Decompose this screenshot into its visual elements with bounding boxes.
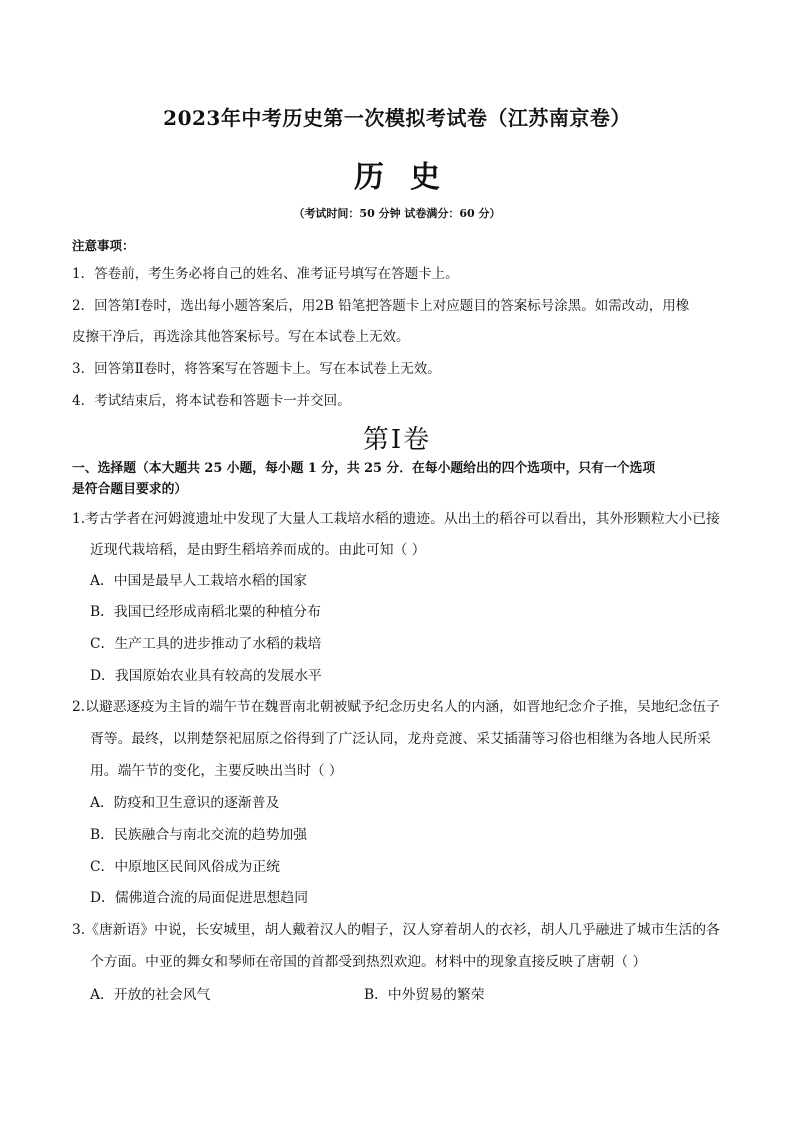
question-2-option-b: B．民族融合与南北交流的趋势加强 bbox=[90, 827, 308, 843]
question-3-option-b: B．中外贸易的繁荣 bbox=[364, 987, 485, 1003]
question-3-stem-continuation: 个方面。中亚的舞女和琴师在帝国的首都受到热烈欢迎。材料中的现象直接反映了唐朝（ ） bbox=[90, 954, 647, 970]
exam-time-note: （考试时间：50 分钟 试卷满分：60 分） bbox=[293, 207, 501, 220]
note-item: 1．答卷前，考生务必将自己的姓名、准考证号填写在答题卡上。 bbox=[72, 266, 459, 282]
question-2-stem: 2.以避恶逐疫为主旨的端午节在魏晋南北朝被赋予纪念历史名人的内涵，如晋地纪念介子推，吴地纪念伍子 bbox=[72, 699, 720, 715]
question-1-option-b: B．我国已经形成南稻北粟的种植分布 bbox=[90, 604, 321, 620]
notes-heading: 注意事项： bbox=[72, 238, 135, 253]
section-heading: 一、选择题（本大题共 25 小题，每小题 1 分，共 25 分．在每小题给出的四个选项中，只有一个选项 bbox=[72, 461, 656, 476]
question-2-stem-continuation: 胥等。最终，以荆楚祭祀屈原之俗得到了广泛认同，龙舟竞渡、采艾插蒲等习俗也相继为各地人民所采 bbox=[90, 731, 711, 747]
question-3-stem: 3.《唐新语》中说，长安城里，胡人戴着汉人的帽子，汉人穿着胡人的衣衫，胡人几乎融进了城市生活的各 bbox=[72, 922, 720, 938]
exam-title: 2023年中考历史第一次模拟考试卷（江苏南京卷） bbox=[163, 106, 631, 130]
question-1-option-c: C．生产工具的进步推动了水稻的栽培 bbox=[90, 636, 322, 652]
question-1-stem: 1.考古学者在河姆渡遗址中发现了大量人工栽培水稻的遗迹。从出土的稻谷可以看出，其外形颗粒大小已接 bbox=[72, 511, 720, 527]
question-2-option-a: A．防疫和卫生意识的逐渐普及 bbox=[90, 795, 280, 811]
question-3-option-a: A．开放的社会风气 bbox=[90, 987, 211, 1003]
section-heading-continuation: 是符合题目要求的） bbox=[72, 482, 188, 497]
note-item: 3．回答第Ⅱ卷时，将答案写在答题卡上。写在本试卷上无效。 bbox=[72, 361, 441, 377]
question-1-option-d: D．我国原始农业具有较高的发展水平 bbox=[90, 668, 322, 684]
question-2-stem-continuation: 用。端午节的变化，主要反映出当时（ ） bbox=[90, 763, 343, 779]
subject-title: 历史 bbox=[354, 160, 466, 195]
question-2-option-c: C．中原地区民间风俗成为正统 bbox=[90, 859, 280, 875]
volume-title: 第Ⅰ卷 bbox=[362, 425, 432, 455]
note-item: 2．回答第Ⅰ卷时，选出每小题答案后，用2B 铅笔把答题卡上对应题目的答案标号涂黑。如需改动，用橡 bbox=[72, 298, 690, 314]
note-item: 4．考试结束后，将本试卷和答题卡一并交回。 bbox=[72, 393, 351, 409]
note-item-continuation: 皮擦干净后，再选涂其他答案标号。写在本试卷上无效。 bbox=[72, 329, 410, 345]
question-2-option-d: D．儒佛道合流的局面促进思想趋同 bbox=[90, 890, 309, 906]
question-1-stem-continuation: 近现代栽培稻，是由野生稻培养而成的。由此可知（ ） bbox=[90, 542, 426, 558]
question-1-option-a: A．中国是最早人工栽培水稻的国家 bbox=[90, 573, 307, 589]
